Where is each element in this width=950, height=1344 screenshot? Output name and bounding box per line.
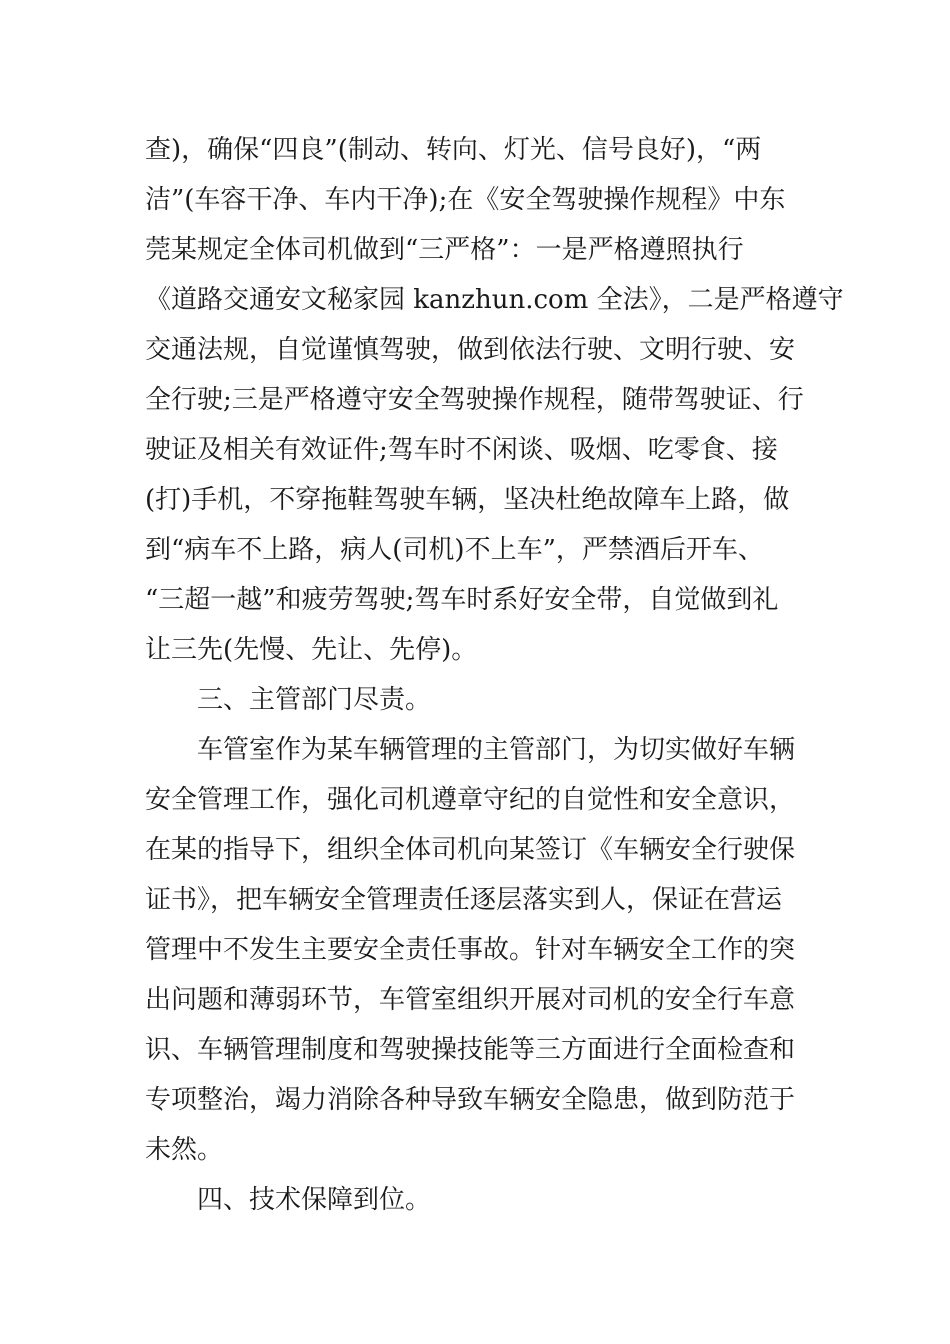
text-line: 在某的指导下，组织全体司机向某签订《车辆安全行驶保 [145, 835, 796, 865]
text-line: 全行驶;三是严格遵守安全驾驶操作规程，随带驾驶证、行 [145, 385, 804, 415]
section-heading: 四、技术保障到位。 [197, 1185, 432, 1215]
text-line: (打)手机，不穿拖鞋驾驶车辆，坚决杜绝故障车上路，做 [145, 485, 790, 515]
text-line: 车管室作为某车辆管理的主管部门，为切实做好车辆 [197, 735, 796, 765]
text-line: 洁”(车容干净、车内干净);在《安全驾驶操作规程》中东 [145, 185, 786, 215]
text-line: 交通法规，自觉谨慎驾驶，做到依法行驶、文明行驶、安 [145, 335, 796, 365]
text-line: 未然。 [145, 1135, 224, 1165]
text-line: 证书》，把车辆安全管理责任逐层落实到人，保证在营运 [145, 885, 783, 915]
text-line: 出问题和薄弱环节，车管室组织开展对司机的安全行车意 [145, 985, 796, 1015]
section-heading: 三、主管部门尽责。 [197, 685, 432, 715]
text-line: 《道路交通安文秘家园 kanzhun.com 全法》，二是严格遵守 [145, 285, 844, 315]
text-line: 管理中不发生主要安全责任事故。针对车辆安全工作的突 [145, 935, 796, 965]
text-line: “三超一越”和疲劳驾驶;驾车时系好安全带，自觉做到礼 [145, 585, 779, 615]
text-line: 到“病车不上路，病人(司机)不上车”，严禁酒后开车、 [145, 535, 764, 565]
text-line: 专项整治，竭力消除各种导致车辆安全隐患，做到防范于 [145, 1085, 796, 1115]
text-line: 识、车辆管理制度和驾驶操技能等三方面进行全面检查和 [145, 1035, 796, 1065]
text-line: 莞某规定全体司机做到“三严格”：一是严格遵照执行 [145, 235, 744, 265]
text-line: 查)，确保“四良”(制动、转向、灯光、信号良好)，“两 [145, 135, 762, 165]
text-line: 驶证及相关有效证件;驾车时不闲谈、吸烟、吃零食、接 [145, 435, 778, 465]
text-line: 安全管理工作，强化司机遵章守纪的自觉性和安全意识， [145, 785, 796, 815]
text-line: 让三先(先慢、先让、先停)。 [145, 635, 478, 665]
